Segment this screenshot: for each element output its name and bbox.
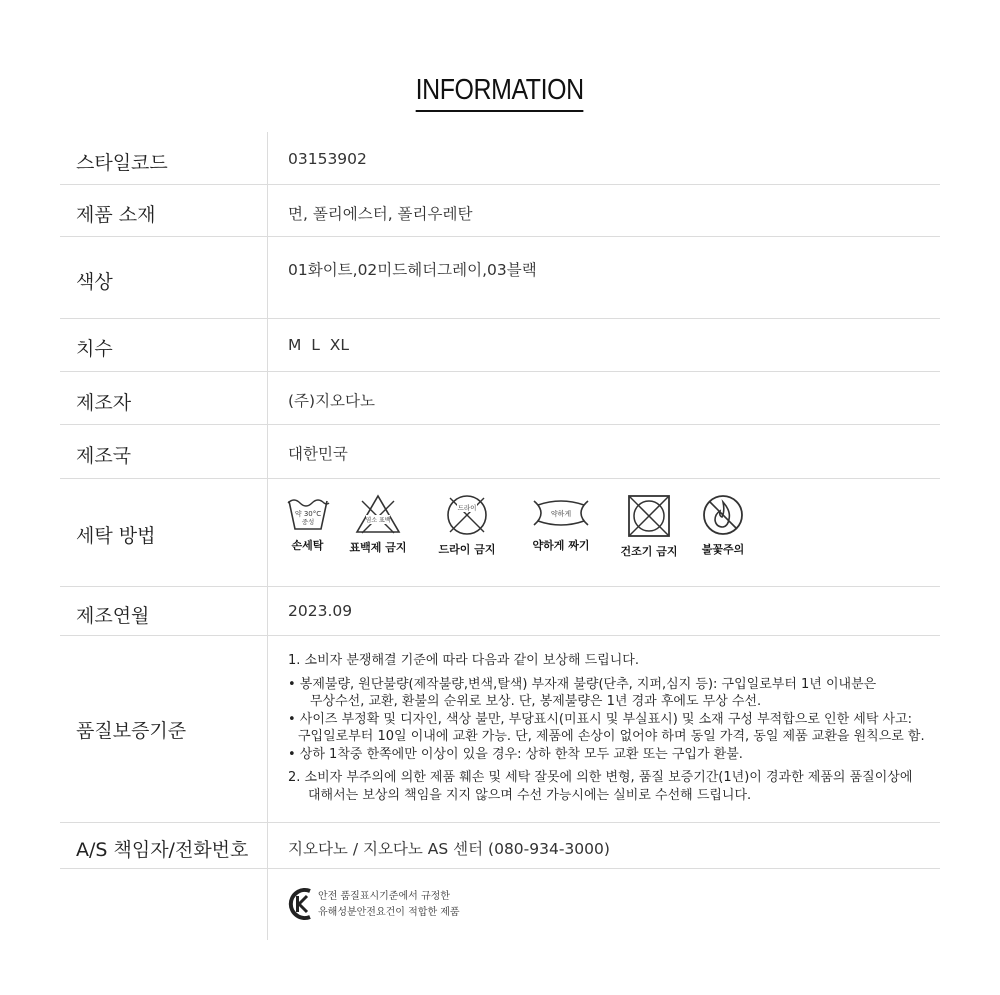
- quality-line: 1. 소비자 분쟁해결 기준에 따라 다음과 같이 보상해 드립니다.: [288, 653, 639, 668]
- quality-line: 무상수선, 교환, 환불의 순위로 보상. 단, 봉제불량은 1년 경과 후에도 무상 수선.: [310, 694, 762, 709]
- care-item: [695, 493, 751, 557]
- icon-label: 약하게: [550, 510, 572, 518]
- quality-line: 구입일로부터 10일 이내에 교환 가능. 단, 제품에 손상이 없어야 하며 동일 가격, 동일 제품 교환을 원칙으로 함.: [298, 729, 925, 744]
- row-date: [60, 587, 940, 636]
- row-value: 2023.09: [288, 602, 353, 620]
- care-caption: 드라이 금지: [438, 543, 496, 556]
- row-country: [60, 425, 940, 479]
- care-caption: 불꽃주의: [701, 543, 745, 556]
- care-item: [280, 493, 335, 553]
- no-bleach-icon: [354, 493, 402, 535]
- care-icons: [280, 493, 780, 573]
- kc-line: 유해성분안전요건이 적합한 제품: [318, 907, 460, 918]
- row-value: (주)지오다노: [288, 392, 375, 410]
- row-label: 색상: [76, 271, 113, 293]
- row-as: [60, 823, 940, 869]
- quality-text: [288, 652, 938, 804]
- quality-line: 2. 소비자 부주의에 의한 제품 훼손 및 세탁 잘못에 의한 변형, 품질 보증기간(1년)이 경과한 제품의 품질이상에: [288, 770, 913, 785]
- row-value: 01화이트,02미드헤더그레이,03블랙: [288, 261, 537, 279]
- row-value: 지오다노 / 지오다노 AS 센터 (080-934-3000): [288, 840, 610, 858]
- row-washing: [60, 479, 940, 587]
- row-label: 제조국: [76, 445, 132, 467]
- quality-line: • 사이즈 부정확 및 디자인, 색상 불만, 부당표시(미표시 및 부실표시) 및 소재 구성 부적합으로 인한 세탁 사고:: [288, 711, 913, 727]
- row-value: 면, 폴리에스터, 폴리우레탄: [288, 205, 473, 223]
- row-manufacturer: [60, 372, 940, 425]
- row-label: A/S 책임자/전화번호: [76, 839, 249, 861]
- row-label: 제품 소재: [76, 204, 156, 226]
- quality-line: • 봉제불량, 원단불량(제작불량,변색,탈색) 부자재 불량(단추, 지퍼,심지 등): 구입일로부터 1년 이내분은: [288, 676, 877, 692]
- care-caption: 건조기 금지: [620, 545, 678, 558]
- kc-text: [318, 889, 460, 921]
- care-caption: 약하게 짜기: [532, 539, 590, 552]
- row-label: 치수: [76, 338, 113, 360]
- row-label: 세탁 방법: [76, 525, 156, 547]
- row-value: M L XL: [288, 336, 349, 354]
- row-style-code: [60, 132, 940, 185]
- care-item: [348, 493, 408, 555]
- care-item: [437, 493, 497, 557]
- care-caption: 표백제 금지: [349, 541, 407, 554]
- kc-certification-icon: [288, 887, 314, 921]
- row-quality: [60, 636, 940, 823]
- fire-caution-icon: [701, 493, 745, 537]
- no-tumble-dry-icon: [626, 493, 672, 539]
- care-caption: 손세탁: [291, 539, 324, 552]
- icon-label: 중성: [301, 518, 314, 526]
- kc-line: 안전 품질표시기준에서 규정한: [318, 891, 450, 902]
- gentle-wring-icon: [530, 493, 592, 533]
- care-item: [528, 493, 594, 553]
- row-value: 대한민국: [288, 445, 348, 463]
- no-dry-clean-icon: [444, 493, 490, 537]
- row-kc: [60, 869, 940, 940]
- icon-label: 약 30°C: [294, 510, 321, 518]
- icon-label: 드라이: [457, 504, 477, 512]
- row-material: [60, 185, 940, 237]
- row-label: 제조자: [76, 392, 132, 414]
- care-item: [619, 493, 679, 559]
- kc-mark: [288, 887, 460, 925]
- row-label: 스타일코드: [76, 152, 168, 174]
- hand-wash-icon: [285, 493, 331, 533]
- row-label: 제조연월: [76, 605, 150, 627]
- row-label: 품질보증기준: [76, 720, 187, 742]
- row-size: [60, 319, 940, 372]
- row-color: [60, 237, 940, 319]
- quality-line: 대해서는 보상의 책임을 지지 않으며 수선 가능시에는 실비로 수선해 드립니다.: [308, 787, 752, 803]
- icon-label: 염소 표백: [365, 517, 391, 524]
- quality-line: • 상하 1착중 한쪽에만 이상이 있을 경우: 상하 한착 모두 교환 또는 구입가 환불.: [288, 746, 743, 762]
- row-value: 03153902: [288, 150, 367, 168]
- page-title: INFORMATION: [0, 72, 1000, 112]
